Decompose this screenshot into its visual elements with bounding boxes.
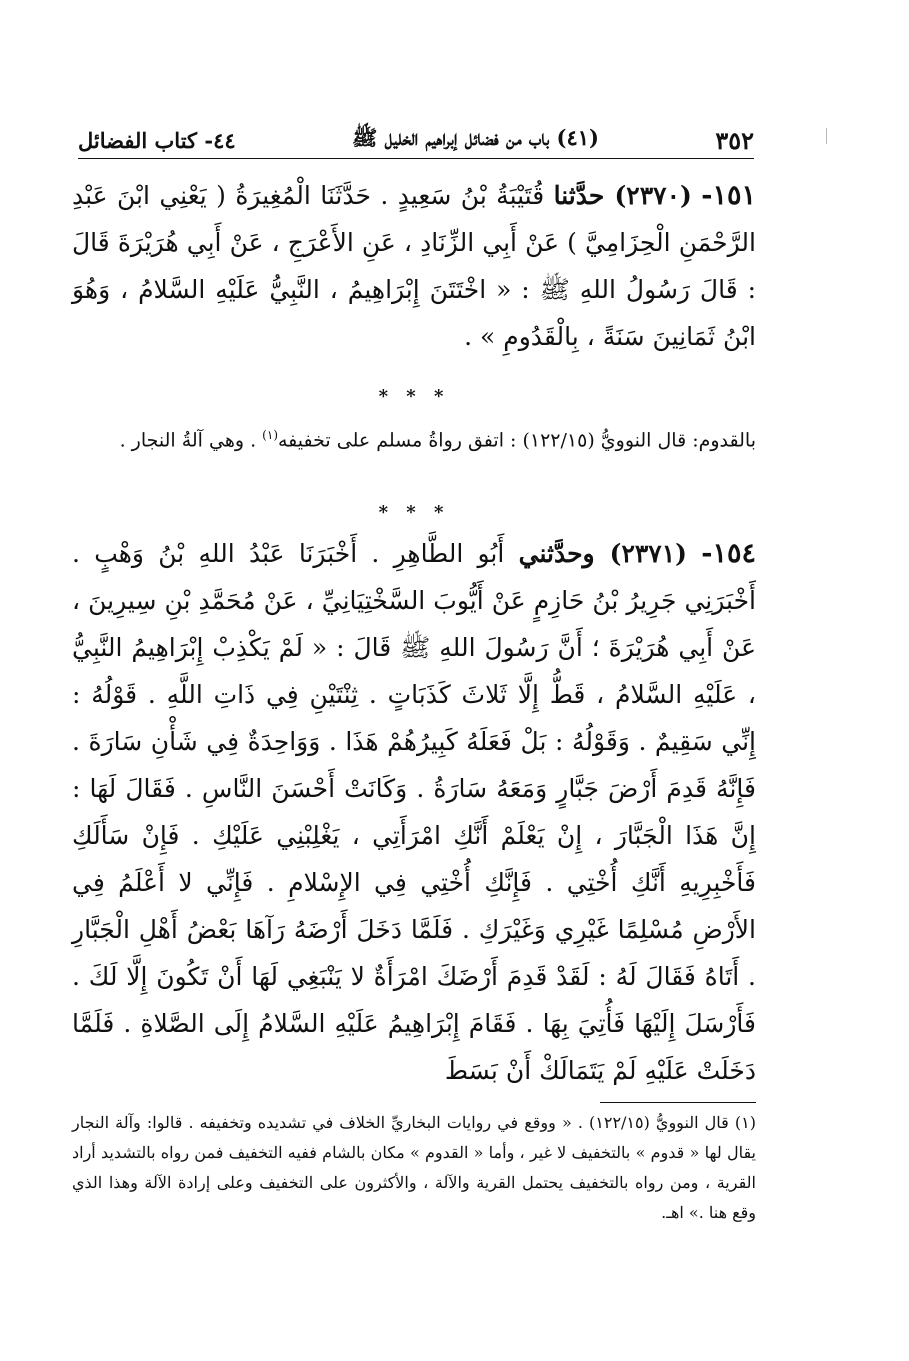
hadith-154: [72, 530, 756, 1094]
footnote-marker: (١): [734, 1113, 757, 1132]
commentary-text-end: . وهي آلةُ النجار .: [119, 429, 257, 452]
book-title: ٤٤- كتاب الفضائل: [78, 127, 236, 153]
hadith-text: قُتَيْبَةُ بْنُ سَعِيدٍ . حَدَّثَنَا الْمُغِيرَةُ ( يَعْنِي ابْنَ عَبْدِ الرَّحْمَنِ الْحِزَامِيَّ ) عَنْ أَبِي الزِّنَادِ ، عَنِ الأَعْرَجِ ، عَنْ أَبِي هُرَيْرَةَ قَالَ : قَالَ رَسُولُ اللهِ ﷺ : « اخْتَتَنَ إِبْرَاهِيمُ ، النَّبِيُّ عَلَيْهِ السَّلامُ ، وَهُوَ ابْنُ ثَمَانِينَ سَنَةً ، بِالْقَدُومِ » .: [72, 181, 756, 351]
separator-2: * * *: [378, 502, 450, 523]
hadith-text: أَبُو الطَّاهِرِ . أَخْبَرَنَا عَبْدُ اللهِ بْنُ وَهْبٍ . أَخْبَرَنِي جَرِيرُ بْنُ حَازِمٍ عَنْ أَيُّوبَ السَّخْتِيَانِيِّ ، عَنْ مُحَمَّدِ بْنِ سِيرِينَ ، عَنْ أَبِي هُرَيْرَةَ ؛ أَنَّ رَسُولَ اللهِ ﷺ قَالَ : « لَمْ يَكْذِبْ إِبْرَاهِيمُ النَّبِيُّ ، عَلَيْهِ السَّلامُ ، قَطُّ إِلَّا ثَلاثَ كَذَبَاتٍ . ثِنْتَيْنِ فِي ذَاتِ اللَّهِ . قَوْلُهُ : إِنِّي سَقِيمٌ . وَقَوْلُهُ : بَلْ فَعَلَهُ كَبِيرُهُمْ هَذَا . وَوَاحِدَةٌ فِي شَأْنِ سَارَةَ . فَإِنَّهُ قَدِمَ أَرْضَ جَبَّارٍ وَمَعَهُ سَارَةُ . وَكَانَتْ أَحْسَنَ النَّاسِ . فَقَالَ لَهَا : إِنَّ هَذَا الْجَبَّارَ ، إِنْ يَعْلَمْ أَنَّكِ امْرَأَتِي ، يَغْلِبْنِي عَلَيْكِ . فَإِنْ سَأَلَكِ فَأَخْبِرِيهِ أَنَّكِ أُخْتِي . فَإِنَّكِ أُخْتِي فِي الإِسْلامِ . فَإِنِّي لا أَعْلَمُ فِي الأَرْضِ مُسْلِمًا غَيْرِي وَغَيْرَكِ . فَلَمَّا دَخَلَ أَرْضَهُ رَآهَا بَعْضُ أَهْلِ الْجَبَّارِ . أَتَاهُ فَقَالَ لَهُ : لَقَدْ قَدِمَ أَرْضَكَ امْرَأَةٌ لا يَنْبَغِي لَهَا أَنْ تَكُونَ إِلَّا لَكَ . فَأَرْسَلَ إِلَيْهَا فَأُتِيَ بِهَا . فَقَامَ إِبْرَاهِيمُ عَلَيْهِ السَّلامُ إِلَى الصَّلاةِ . فَلَمَّا دَخَلَتْ عَلَيْهِ لَمْ يَتَمَالَكْ أَنْ بَسَطَ: [72, 539, 756, 1085]
chapter-title: (٤١) باب من فضائل إبراهيم الخليل ﷺ: [351, 124, 599, 150]
footnote-divider: [600, 1102, 756, 1103]
commentary-text: بالقدوم: قال النوويُّ (١٢٢/١٥) : اتفق رواةُ مسلم على تخفيفه: [278, 429, 756, 452]
hadith-lead: (٢٣٧١) وحدَّثني: [518, 539, 687, 568]
hadith-lead: (٢٣٧٠) حدَّثنا: [553, 181, 692, 210]
separator-1: * * *: [378, 386, 450, 407]
running-header: [78, 122, 754, 159]
hadith-number: ١٥٤-: [701, 538, 756, 569]
footnote-text: قال النوويُّ (١٢٢/١٥) . « ووقع في روايات البخاريِّ الخلاف في تشديده وتخفيفه . قالوا: وآلة النجار يقال لها « قدوم » بالتخفيف لا غير ، وأما « القدوم » مكان بالشام ففيه التخفيف فمن رواه بالتشديد أراد القرية ، ومن رواه بالتخفيف يحتمل القرية والآلة ، والأكثرون على التخفيف وعلى إرادة الآلة وهذا الذي وقع هنا .» اهـ.: [72, 1113, 756, 1222]
hadith-number: ١٥١-: [701, 180, 757, 211]
footnote-1: [72, 1108, 756, 1228]
margin-mark: [826, 128, 827, 144]
footnote-reference: (١): [262, 428, 278, 442]
page-number: ٣٥٢: [715, 125, 754, 155]
commentary: [72, 416, 756, 459]
hadith-151: [72, 172, 756, 360]
